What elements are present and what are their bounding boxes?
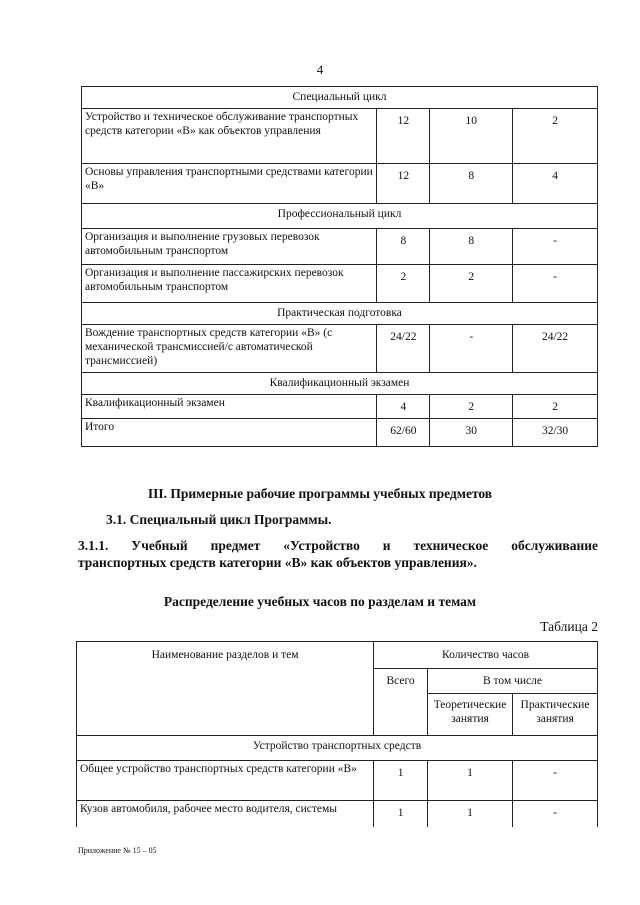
footer-note: Приложение № 15 – 05 (78, 846, 157, 855)
table-row (82, 265, 598, 303)
hours-theory: - (430, 325, 513, 373)
table-section-row (82, 204, 598, 229)
table-row (77, 761, 598, 801)
section-title: Практическая подготовка (82, 303, 598, 325)
hours-total: 24/22 (377, 325, 430, 373)
table-row (82, 109, 598, 164)
header-theory: Теоретические занятия (428, 694, 513, 736)
hours-total: 62/60 (377, 419, 430, 447)
subject-heading-line1: 3.1.1. Учебный предмет «Устройство и техническое обслуживание (78, 538, 598, 553)
topic-name: Общее устройство транспортных средств категории «В» (77, 761, 374, 801)
hours-total: 2 (377, 265, 430, 303)
distribution-heading: Распределение учебных часов по разделам и темам (163, 594, 477, 609)
hours-summary-table (81, 86, 598, 447)
topics-hours-table (76, 641, 598, 827)
table-section-row (77, 736, 598, 761)
hours-theory: 8 (430, 229, 513, 265)
hours-total: 1 (374, 761, 428, 801)
table-row (82, 325, 598, 373)
hours-practice: - (513, 801, 598, 827)
hours-theory: 30 (430, 419, 513, 447)
hours-total: 1 (374, 801, 428, 827)
hours-theory: 8 (430, 164, 513, 204)
topic-name: Кузов автомобиля, рабочее место водителя, системы (77, 801, 374, 827)
total-label: Итого (82, 419, 377, 447)
table-section-row (82, 373, 598, 395)
table-header-row (77, 642, 598, 669)
hours-theory: 1 (428, 801, 513, 827)
table-row (77, 801, 598, 827)
table-row (82, 164, 598, 204)
header-name: Наименование разделов и тем (77, 642, 374, 736)
hours-practice: 2 (513, 395, 598, 419)
hours-practice: - (513, 761, 598, 801)
hours-theory: 2 (430, 265, 513, 303)
section-title: Специальный цикл (82, 87, 598, 109)
table-label: Таблица 2 (540, 619, 598, 634)
cycle-heading: 3.1. Специальный цикл Программы. (106, 512, 332, 527)
section-title: Устройство транспортных средств (77, 736, 598, 761)
hours-practice: - (513, 229, 598, 265)
header-practice: Практические занятия (513, 694, 598, 736)
subject-name: Основы управления транспортными средствами категории «В» (82, 164, 377, 204)
hours-total: 12 (377, 164, 430, 204)
table-row (82, 229, 598, 265)
header-including: В том числе (428, 669, 598, 694)
subject-name: Организация и выполнение пассажирских перевозок автомобильным транспортом (82, 265, 377, 303)
header-total: Всего (374, 669, 428, 736)
table-section-row (82, 303, 598, 325)
table-total-row (82, 419, 598, 447)
section-heading: III. Примерные рабочие программы учебных предметов (147, 486, 493, 501)
section-title: Профессиональный цикл (82, 204, 598, 229)
hours-theory: 10 (430, 109, 513, 164)
table-row (82, 395, 598, 419)
hours-theory: 1 (428, 761, 513, 801)
hours-practice: 2 (513, 109, 598, 164)
hours-practice: - (513, 265, 598, 303)
hours-practice: 32/30 (513, 419, 598, 447)
hours-total: 4 (377, 395, 430, 419)
subject-name: Квалификационный экзамен (82, 395, 377, 419)
hours-practice: 24/22 (513, 325, 598, 373)
hours-total: 8 (377, 229, 430, 265)
subject-heading-line2: транспортных средств категории «В» как объектов управления». (78, 555, 477, 570)
subject-name: Устройство и техническое обслуживание транспортных средств категории «В» как объектов управления (82, 109, 377, 164)
section-title: Квалификационный экзамен (82, 373, 598, 395)
hours-practice: 4 (513, 164, 598, 204)
subject-name: Организация и выполнение грузовых перевозок автомобильным транспортом (82, 229, 377, 265)
hours-theory: 2 (430, 395, 513, 419)
page-number: 4 (316, 62, 324, 77)
header-hours: Количество часов (374, 642, 598, 669)
table-section-row (82, 87, 598, 109)
subject-name: Вождение транспортных средств категории «В» (с механической трансмиссией/с автоматической трансмиссией) (82, 325, 377, 373)
hours-total: 12 (377, 109, 430, 164)
